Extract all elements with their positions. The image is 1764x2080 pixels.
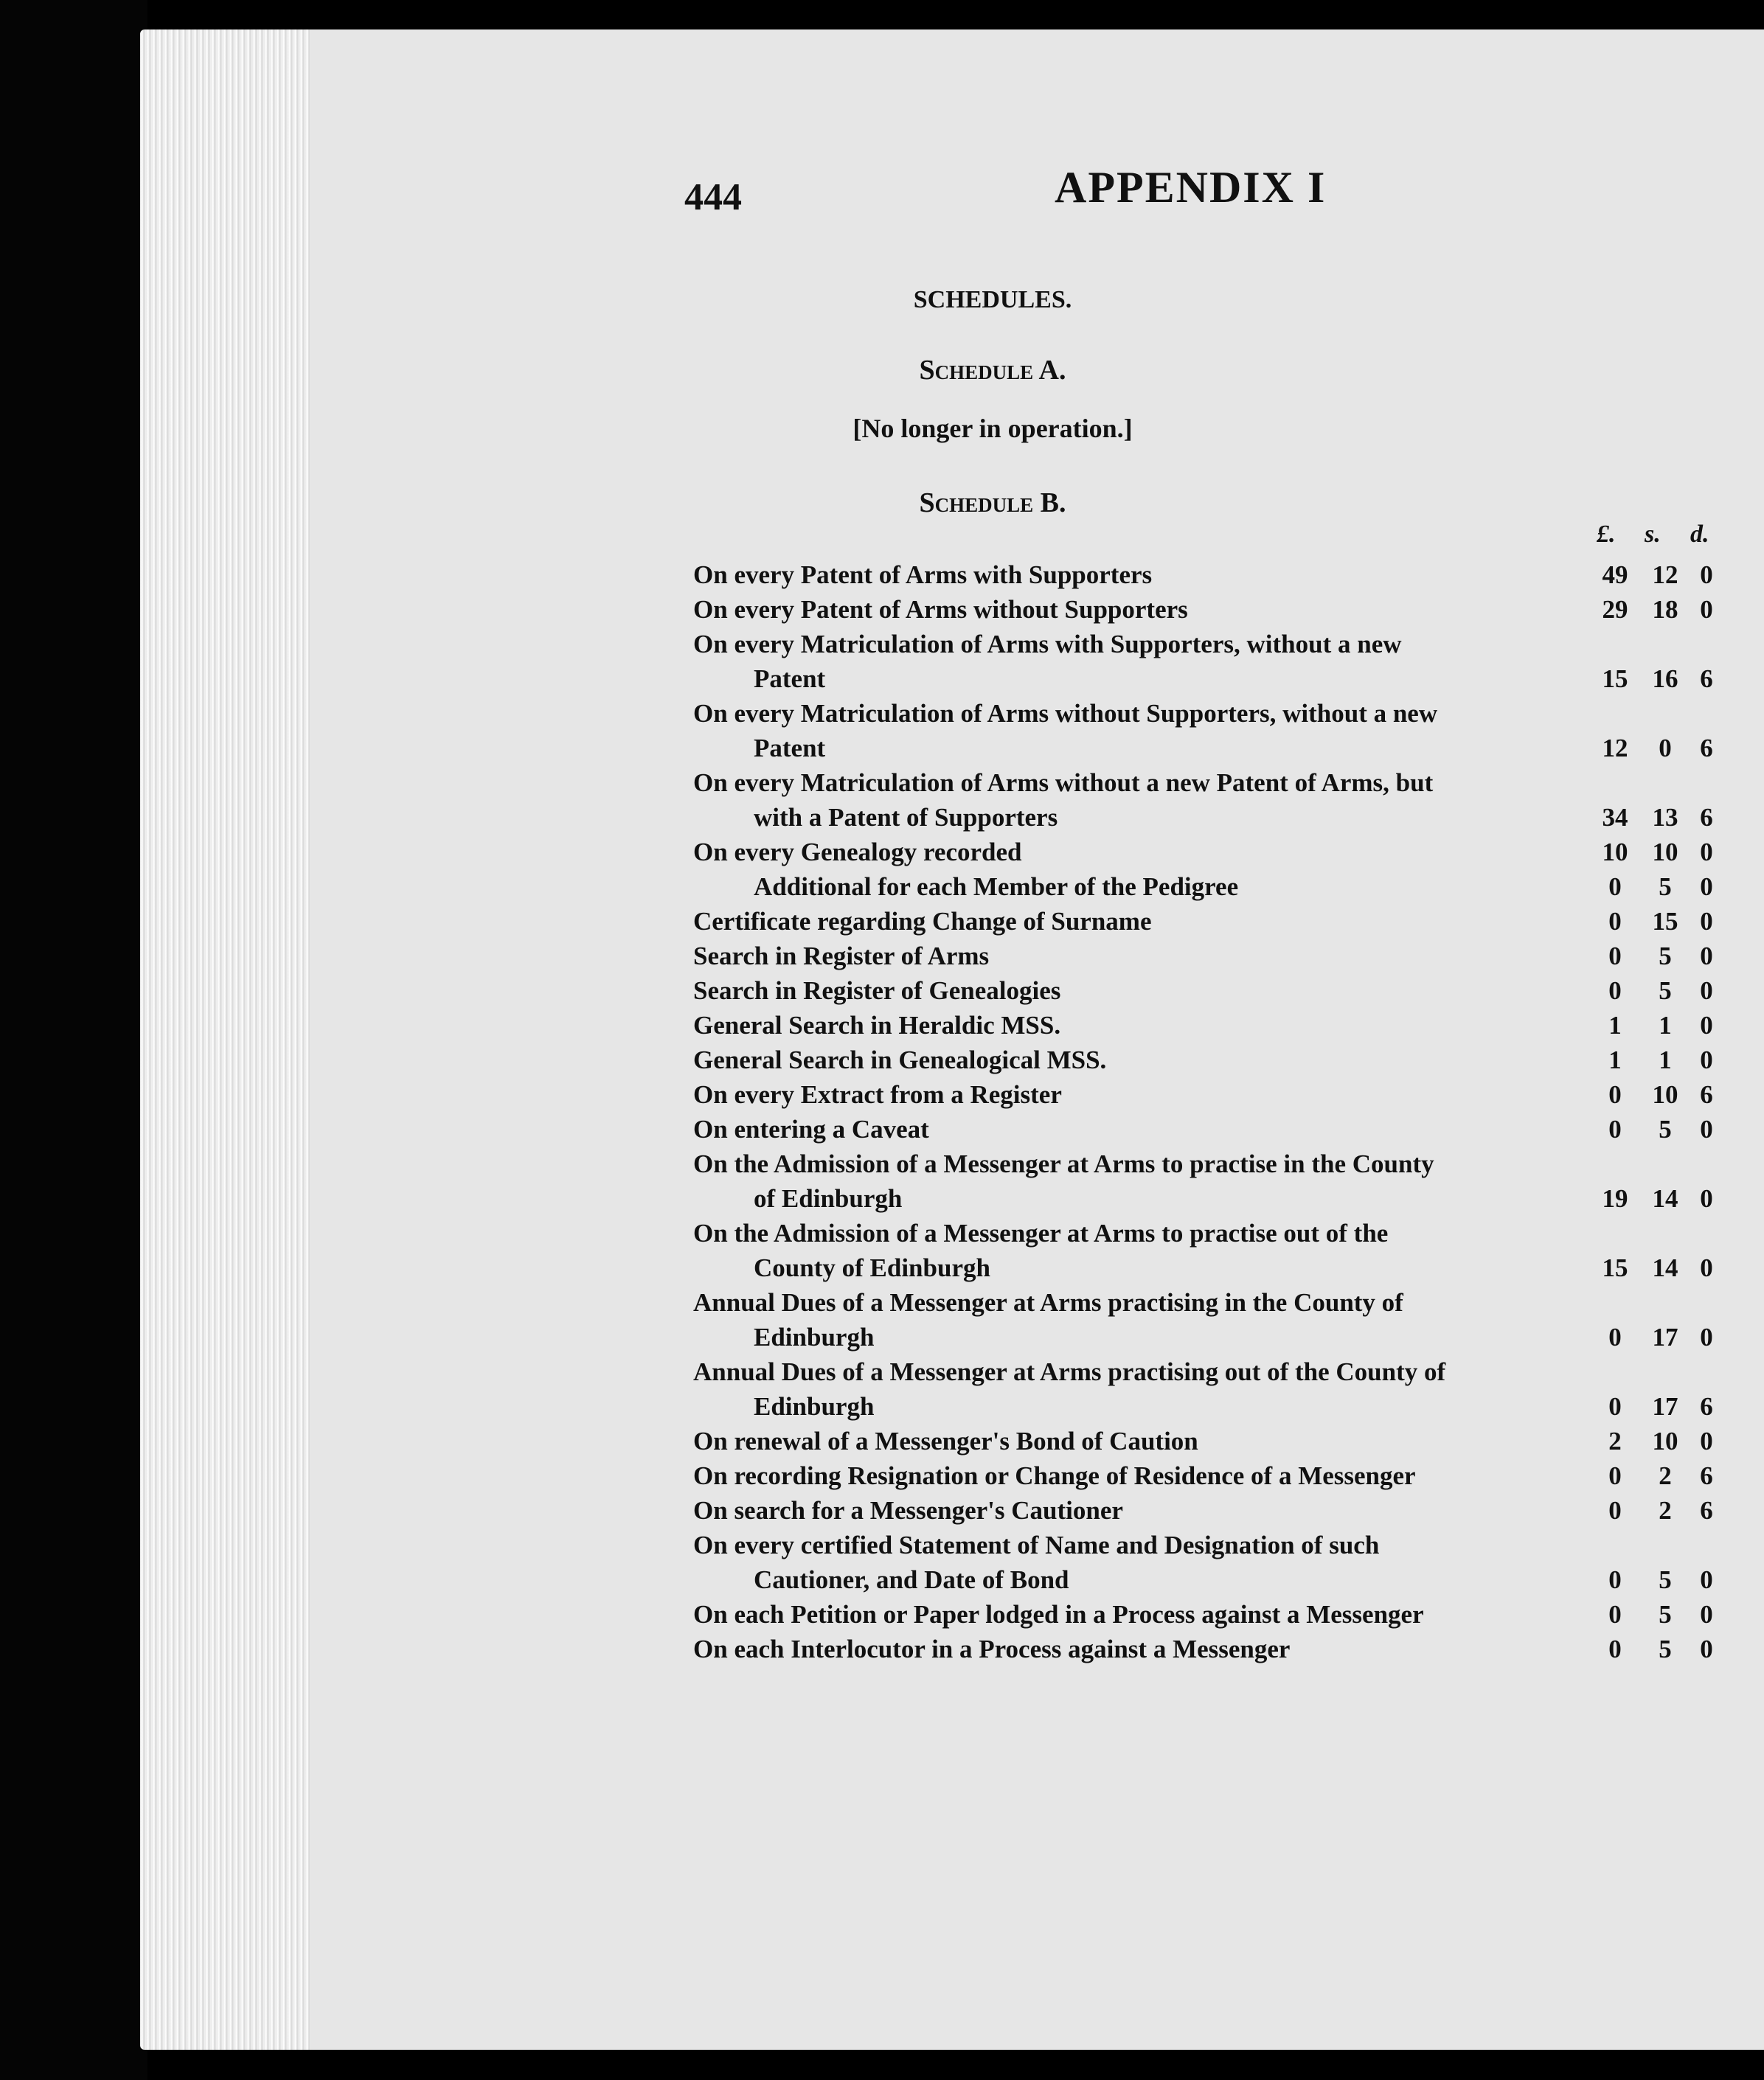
table-row [693, 942, 1726, 976]
amount-pounds: 0 [1608, 1392, 1622, 1421]
amount-pence: 0 [1700, 1046, 1713, 1074]
fee-description: On every Matriculation of Arms with Supporters, without a new [693, 630, 1402, 658]
amount-shillings: 0 [1659, 734, 1672, 762]
amount-shillings: 10 [1652, 1080, 1678, 1109]
fee-description: General Search in Genealogical MSS. [693, 1046, 1107, 1074]
amount-pence: 0 [1700, 1635, 1713, 1663]
amount-pence: 0 [1700, 907, 1713, 936]
amount-shillings: 14 [1652, 1253, 1678, 1282]
fee-description: Edinburgh [754, 1392, 875, 1421]
fee-description: On each Interlocutor in a Process against a Messenger [693, 1635, 1291, 1663]
table-row [693, 1011, 1726, 1046]
amount-pence: 0 [1700, 942, 1713, 970]
fee-description: of Edinburgh [754, 1184, 903, 1213]
table-row [693, 838, 1726, 872]
table-row [693, 1253, 1726, 1288]
column-header-shillings: s. [1645, 521, 1661, 548]
amount-pence: 0 [1700, 872, 1713, 901]
fee-description: On search for a Messenger's Cautioner [693, 1496, 1123, 1525]
amount-shillings: 1 [1659, 1046, 1672, 1074]
amount-shillings: 1 [1659, 1011, 1672, 1040]
amount-pence: 0 [1700, 1253, 1713, 1282]
fee-description: Search in Register of Genealogies [693, 976, 1061, 1005]
table-row [693, 1600, 1726, 1635]
table-row [693, 872, 1726, 907]
amount-pounds: 19 [1602, 1184, 1628, 1213]
fee-description: On every Matriculation of Arms without a new Patent of Arms, but [693, 768, 1434, 797]
amount-pounds: 0 [1608, 1115, 1622, 1144]
amount-pounds: 49 [1602, 560, 1628, 589]
table-row [693, 1046, 1726, 1080]
amount-shillings: 2 [1659, 1496, 1672, 1525]
fee-description: Search in Register of Arms [693, 942, 990, 970]
amount-shillings: 5 [1659, 872, 1672, 901]
table-row [693, 664, 1726, 699]
amount-pence: 6 [1700, 1461, 1713, 1490]
amount-shillings: 10 [1652, 838, 1678, 866]
amount-pence: 6 [1700, 1496, 1713, 1525]
fee-description: On the Admission of a Messenger at Arms to practise in the County [693, 1149, 1434, 1178]
amount-pounds: 0 [1608, 907, 1622, 936]
fee-description: On every Extract from a Register [693, 1080, 1062, 1109]
amount-pence: 0 [1700, 838, 1713, 866]
amount-pence: 6 [1700, 664, 1713, 693]
fee-description: On entering a Caveat [693, 1115, 929, 1144]
amount-shillings: 17 [1652, 1323, 1678, 1352]
table-row [693, 1427, 1726, 1461]
amount-pence: 6 [1700, 1080, 1713, 1109]
fee-description: On every certified Statement of Name and Designation of such [693, 1531, 1380, 1559]
amount-shillings: 15 [1652, 907, 1678, 936]
column-header-pence: d. [1690, 521, 1709, 548]
amount-shillings: 5 [1659, 942, 1672, 970]
table-row [693, 803, 1726, 838]
amount-pence: 6 [1700, 734, 1713, 762]
fee-description: On each Petition or Paper lodged in a Process against a Messenger [693, 1600, 1424, 1629]
amount-pounds: 15 [1602, 1253, 1628, 1282]
schedule-b-heading: Schedule B. [919, 487, 1066, 518]
fee-description: Cautioner, and Date of Bond [754, 1565, 1069, 1594]
amount-pence: 0 [1700, 560, 1713, 589]
amount-shillings: 2 [1659, 1461, 1672, 1490]
fee-description: On every Genealogy recorded [693, 838, 1022, 866]
schedule-a-heading: Schedule A. [919, 355, 1066, 386]
amount-shillings: 5 [1659, 976, 1672, 1005]
amount-pounds: 0 [1608, 1496, 1622, 1525]
column-header-pounds: £. [1597, 521, 1616, 548]
amount-pounds: 29 [1602, 595, 1628, 624]
table-row [693, 1288, 1726, 1323]
fee-schedule-table [693, 560, 1726, 1669]
amount-shillings: 18 [1652, 595, 1678, 624]
table-row [693, 1392, 1726, 1427]
page-number: 444 [684, 176, 742, 218]
amount-pence: 6 [1700, 803, 1713, 832]
amount-pounds: 0 [1608, 976, 1622, 1005]
amount-pounds: 0 [1608, 1600, 1622, 1629]
amount-pounds: 2 [1608, 1427, 1622, 1455]
fee-description: Certificate regarding Change of Surname [693, 907, 1152, 936]
table-row [693, 1496, 1726, 1531]
amount-pence: 0 [1700, 1184, 1713, 1213]
amount-pounds: 0 [1608, 1080, 1622, 1109]
amount-pounds: 34 [1602, 803, 1628, 832]
table-row [693, 1149, 1726, 1184]
amount-pounds: 0 [1608, 942, 1622, 970]
table-row [693, 1184, 1726, 1219]
amount-pence: 0 [1700, 1011, 1713, 1040]
amount-pence: 0 [1700, 976, 1713, 1005]
table-row [693, 1323, 1726, 1357]
amount-shillings: 5 [1659, 1565, 1672, 1594]
amount-shillings: 12 [1652, 560, 1678, 589]
amount-pence: 0 [1700, 1115, 1713, 1144]
amount-shillings: 13 [1652, 803, 1678, 832]
table-row [693, 1461, 1726, 1496]
table-row [693, 1115, 1726, 1149]
amount-pence: 0 [1700, 1427, 1713, 1455]
amount-shillings: 16 [1652, 664, 1678, 693]
amount-pence: 0 [1700, 1323, 1713, 1352]
amount-shillings: 17 [1652, 1392, 1678, 1421]
fee-description: On every Patent of Arms without Supporters [693, 595, 1188, 624]
fee-description: Patent [754, 664, 826, 693]
table-row [693, 768, 1726, 803]
table-row [693, 1635, 1726, 1669]
amount-pence: 0 [1700, 1600, 1713, 1629]
amount-pounds: 0 [1608, 1635, 1622, 1663]
amount-pounds: 0 [1608, 1565, 1622, 1594]
table-row [693, 560, 1726, 595]
amount-pounds: 15 [1602, 664, 1628, 693]
table-row [693, 1357, 1726, 1392]
fee-description: Edinburgh [754, 1323, 875, 1352]
amount-shillings: 5 [1659, 1635, 1672, 1663]
fee-description: On the Admission of a Messenger at Arms to practise out of the [693, 1219, 1389, 1248]
amount-shillings: 14 [1652, 1184, 1678, 1213]
amount-pence: 0 [1700, 595, 1713, 624]
page-edges [140, 29, 317, 2050]
amount-pence: 6 [1700, 1392, 1713, 1421]
fee-description: Annual Dues of a Messenger at Arms practising in the County of [693, 1288, 1403, 1317]
table-row [693, 1565, 1726, 1600]
amount-pounds: 10 [1602, 838, 1628, 866]
schedule-a-note: [No longer in operation.] [853, 414, 1133, 443]
fee-description: General Search in Heraldic MSS. [693, 1011, 1061, 1040]
table-row [693, 699, 1726, 734]
fee-description: On every Matriculation of Arms without Supporters, without a new [693, 699, 1438, 728]
table-row [693, 1219, 1726, 1253]
amount-pounds: 12 [1602, 734, 1628, 762]
schedules-heading: SCHEDULES. [913, 286, 1072, 313]
table-row [693, 595, 1726, 630]
amount-pounds: 0 [1608, 1461, 1622, 1490]
amount-pounds: 1 [1608, 1046, 1622, 1074]
table-row [693, 907, 1726, 942]
amount-pence: 0 [1700, 1565, 1713, 1594]
fee-description: On every Patent of Arms with Supporters [693, 560, 1153, 589]
table-row [693, 1080, 1726, 1115]
page-title: APPENDIX I [1055, 163, 1327, 212]
fee-description: On renewal of a Messenger's Bond of Caution [693, 1427, 1198, 1455]
fee-description: Annual Dues of a Messenger at Arms practising out of the County of [693, 1357, 1446, 1386]
amount-pounds: 1 [1608, 1011, 1622, 1040]
amount-shillings: 5 [1659, 1115, 1672, 1144]
fee-description: County of Edinburgh [754, 1253, 990, 1282]
fee-description: Patent [754, 734, 826, 762]
table-row [693, 1531, 1726, 1565]
amount-pounds: 0 [1608, 872, 1622, 901]
amount-shillings: 10 [1652, 1427, 1678, 1455]
fee-description: with a Patent of Supporters [754, 803, 1058, 832]
amount-pounds: 0 [1608, 1323, 1622, 1352]
fee-description: On recording Resignation or Change of Residence of a Messenger [693, 1461, 1416, 1490]
table-row [693, 976, 1726, 1011]
table-row [693, 630, 1726, 664]
fee-description: Additional for each Member of the Pedigree [754, 872, 1239, 901]
table-row [693, 734, 1726, 768]
amount-shillings: 5 [1659, 1600, 1672, 1629]
